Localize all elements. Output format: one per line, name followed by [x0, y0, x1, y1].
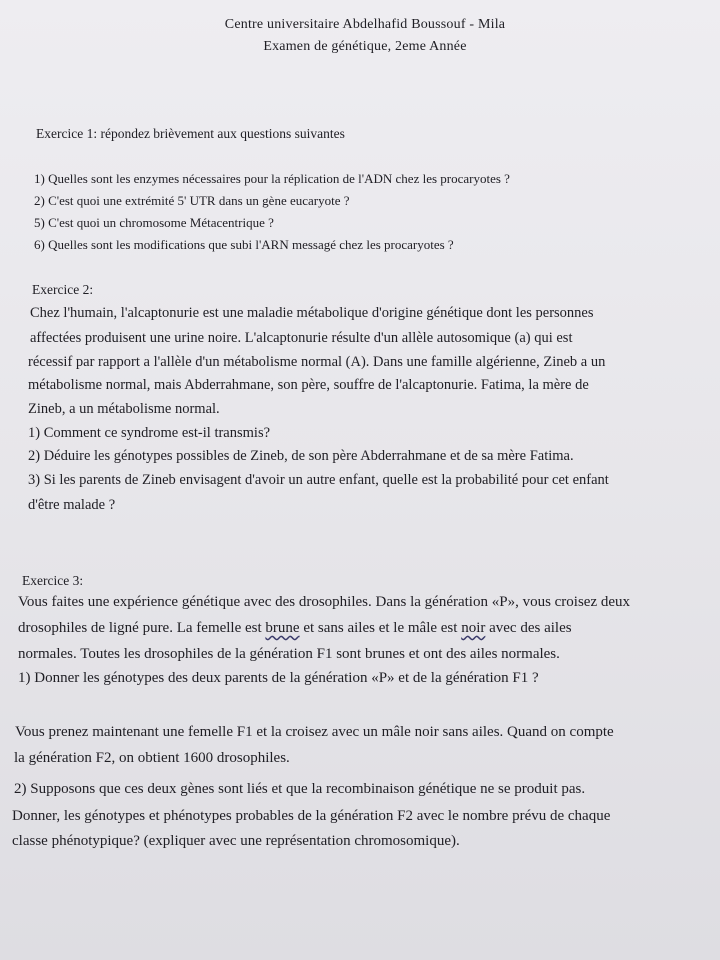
exercise-2-paragraph-line-5: Zineb, a un métabolisme normal.: [28, 401, 220, 417]
header: [0, 14, 720, 58]
exercise-1-question-1: 1) Quelles sont les enzymes nécessaires pour la réplication de l'ADN chez les procaryotes ?: [34, 171, 510, 186]
exercise-2-paragraph-line-3: récessif par rapport a l'allèle d'un métabolisme normal (A). Dans une famille algérienne, Zineb a un: [28, 354, 606, 370]
exercise-1-question-3: 5) C'est quoi un chromosome Métacentrique ?: [34, 215, 274, 230]
word-brune: brune: [265, 620, 300, 636]
exercise-3-paragraph-line-3: normales. Toutes les drosophiles de la génération F1 sont brunes et ont des ailes normales.: [18, 646, 560, 662]
exercise-3-question-2-line-3: classe phénotypique? (expliquer avec une représentation chromosomique).: [12, 833, 460, 849]
exercise-3-question-2: 2) Supposons que ces deux gènes sont liés et que la recombinaison génétique ne se produit pas.: [14, 781, 586, 797]
exercise-2-paragraph-line-1: Chez l'humain, l'alcaptonurie est une maladie métabolique d'origine génétique dont les personnes: [30, 305, 594, 321]
exercise-3-paragraph-line-2: [18, 620, 572, 637]
exercise-1-title: Exercice 1: répondez brièvement aux questions suivantes: [36, 126, 345, 141]
exercise-3-title: Exercice 3:: [22, 573, 84, 588]
exercise-2-paragraph-line-4: métabolisme normal, mais Abderrahmane, son père, souffre de l'alcaptonurie. Fatima, la mère de: [28, 377, 589, 393]
exercise-1-question-4: 6) Quelles sont les modifications que subi l'ARN messagé chez les procaryotes ?: [34, 237, 454, 252]
exam-title: Examen de génétique, 2eme Année: [263, 39, 467, 54]
text-segment: et sans ailes et le mâle est: [299, 620, 462, 636]
exercise-1-question-2: 2) C'est quoi une extrémité 5' UTR dans un gène eucaryote ?: [34, 193, 350, 208]
university-name: Centre universitaire Abdelhafid Boussouf - Mila: [224, 17, 506, 32]
exercise-3-question-1: 1) Donner les génotypes des deux parents de la génération «P» et de la génération F1 ?: [18, 670, 539, 686]
exercise-2-title: Exercice 2:: [32, 282, 94, 297]
exercise-2-question-3-continued: d'être malade ?: [28, 497, 116, 513]
text-segment: avec des ailes: [485, 620, 572, 636]
exercise-3-question-2-line-2: Donner, les génotypes et phénotypes probables de la génération F2 avec le nombre prévu de chaque: [12, 808, 611, 824]
text-segment: drosophiles de ligné pure. La femelle est: [18, 620, 266, 636]
exercise-2-question-1: 1) Comment ce syndrome est-il transmis?: [28, 425, 271, 441]
exercise-2-question-2: 2) Déduire les génotypes possibles de Zineb, de son père Abderrahmane et de sa mère Fatima.: [28, 448, 574, 464]
exercise-3-paragraph-2-line-1: Vous prenez maintenant une femelle F1 et la croisez avec un mâle noir sans ailes. Quand on compte: [15, 724, 614, 740]
word-noir: noir: [461, 620, 486, 636]
exercise-2-question-3: 3) Si les parents de Zineb envisagent d'avoir un autre enfant, quelle est la probabilité pour cet enfant: [28, 472, 609, 488]
exercise-2-paragraph-line-2: affectées produisent une urine noire. L'alcaptonurie résulte d'un allèle autosomique (a) qui est: [30, 330, 573, 346]
exercise-3-paragraph-2-line-2: la génération F2, on obtient 1600 drosophiles.: [14, 750, 290, 766]
exercise-3-paragraph-line-1: Vous faites une expérience génétique avec des drosophiles. Dans la génération «P», vous croisez deux: [18, 594, 631, 610]
